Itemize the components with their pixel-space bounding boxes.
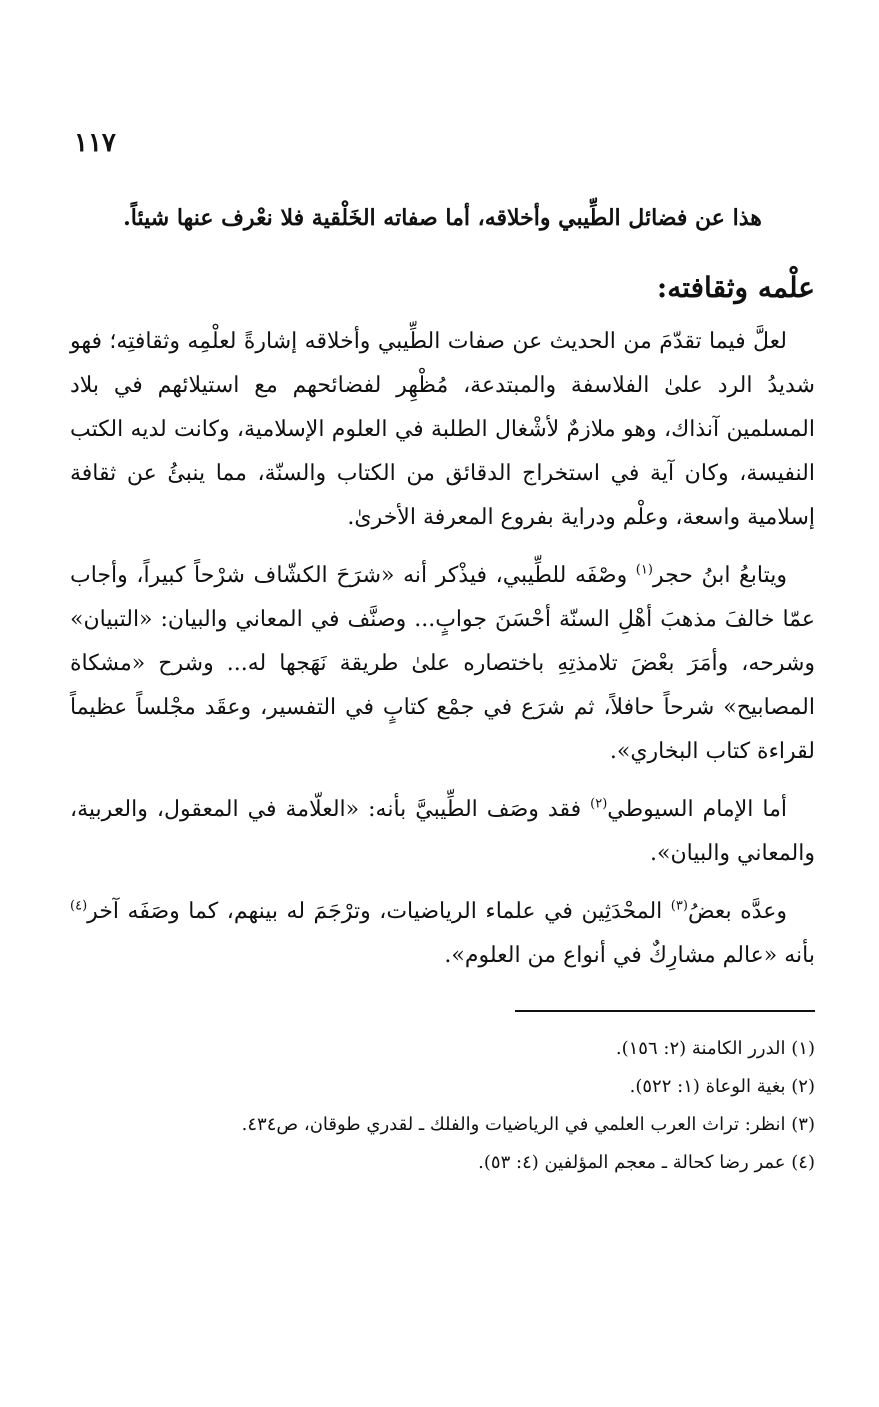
paragraph-4 [70,890,815,978]
footnote-4: (٤) عمر رضا كحالة ـ معجم المؤلفين (٤: ٥٣). [478,1152,815,1173]
footnote-ref-4: (٤) [70,898,88,914]
footnote-1: (١) الدرر الكامنة (٢: ١٥٦). [615,1038,815,1059]
footnote-ref-2: (٢) [590,796,608,812]
footnote-ref-3: (٣) [670,898,688,914]
paragraph-3-rest: فقد وصَف الطِّيبيَّ بأنه: «العلّامة في المعقول، والعربية، والمعاني والبيان». [70,797,815,866]
paragraph-2-start: ويتابعُ ابنُ حجر [652,563,787,588]
paragraph-2 [70,554,815,774]
paragraph-3-start: أما الإمام السيوطي [607,797,787,822]
paragraph-1: لعلَّ فيما تقدّمَ من الحديث عن صفات الطِّيبي وأخلاقه إشارةً لعلْمِه وثقافتِه؛ فهو شديدُ الرد علىٰ الفلاسفة والمبتدعة، مُظْهِر لفضائحهم مع استيلائهم في بلاد المسلمين آنذاك، وهو ملازمٌ لأشْغال الطلبة في العلوم الإسلامية، وكانت لديه الكتب النفيسة، وكان آية في استخراج الدقائق من الكتاب والسنّة، مما ينبئُ عن ثقافة إسلامية واسعة، وعلْم ودراية بفروع المعرفة الأخرىٰ. [70,329,815,530]
section-title: علْمه وثقافته: [656,271,815,304]
footnotes [70,1030,815,1182]
page-body [70,120,815,1182]
footnote-3: (٣) انظر: تراث العرب العلمي في الرياضيات والفلك ـ لقدري طوقان، ص٤٣٤. [241,1114,815,1135]
page-number: ١١٧ [74,128,116,158]
paragraph-3 [70,788,815,876]
intro-line: هذا عن فضائل الطِّيبي وأخلاقه، أما صفاته الخَلْقية فلا نعْرف عنها شيئاً. [123,205,762,231]
footnote-2: (٢) بغية الوعاة (١: ٥٢٢). [629,1076,815,1097]
paragraph-4-middle: المحْدَثِين في علماء الرياضيات، وترْجَمَ له بينهم، كما وصَفَه آخر [87,899,671,924]
paragraph-4-start: وعدَّه بعضُ [687,899,787,924]
paragraph-2-rest: وصْفَه للطِّيبي، فيذْكر أنه «شرَحَ الكشّاف شرْحاً كبيراً، وأجاب عمّا خالفَ مذهبَ أهْلِ السنّة أحْسَنَ جوابٍ... وصنَّف في المعاني والبيان: «التبيان» وشرحه، وأمَرَ بعْضَ تلامذتِهِ باختصاره علىٰ طريقة نَهَجها له... وشرح «مشكاة المصابيح» شرحاً حافلاً، ثم شرَع في جمْع كتابٍ في التفسير، وعقَد مجْلساً عظيماً لقراءة كتاب البخاري». [70,563,815,764]
footnote-ref-1: (١) [635,562,653,578]
paragraph-4-rest: بأنه «عالم مشارِكٌ في أنواع من العلوم». [444,943,815,968]
footnote-divider [515,1010,815,1012]
